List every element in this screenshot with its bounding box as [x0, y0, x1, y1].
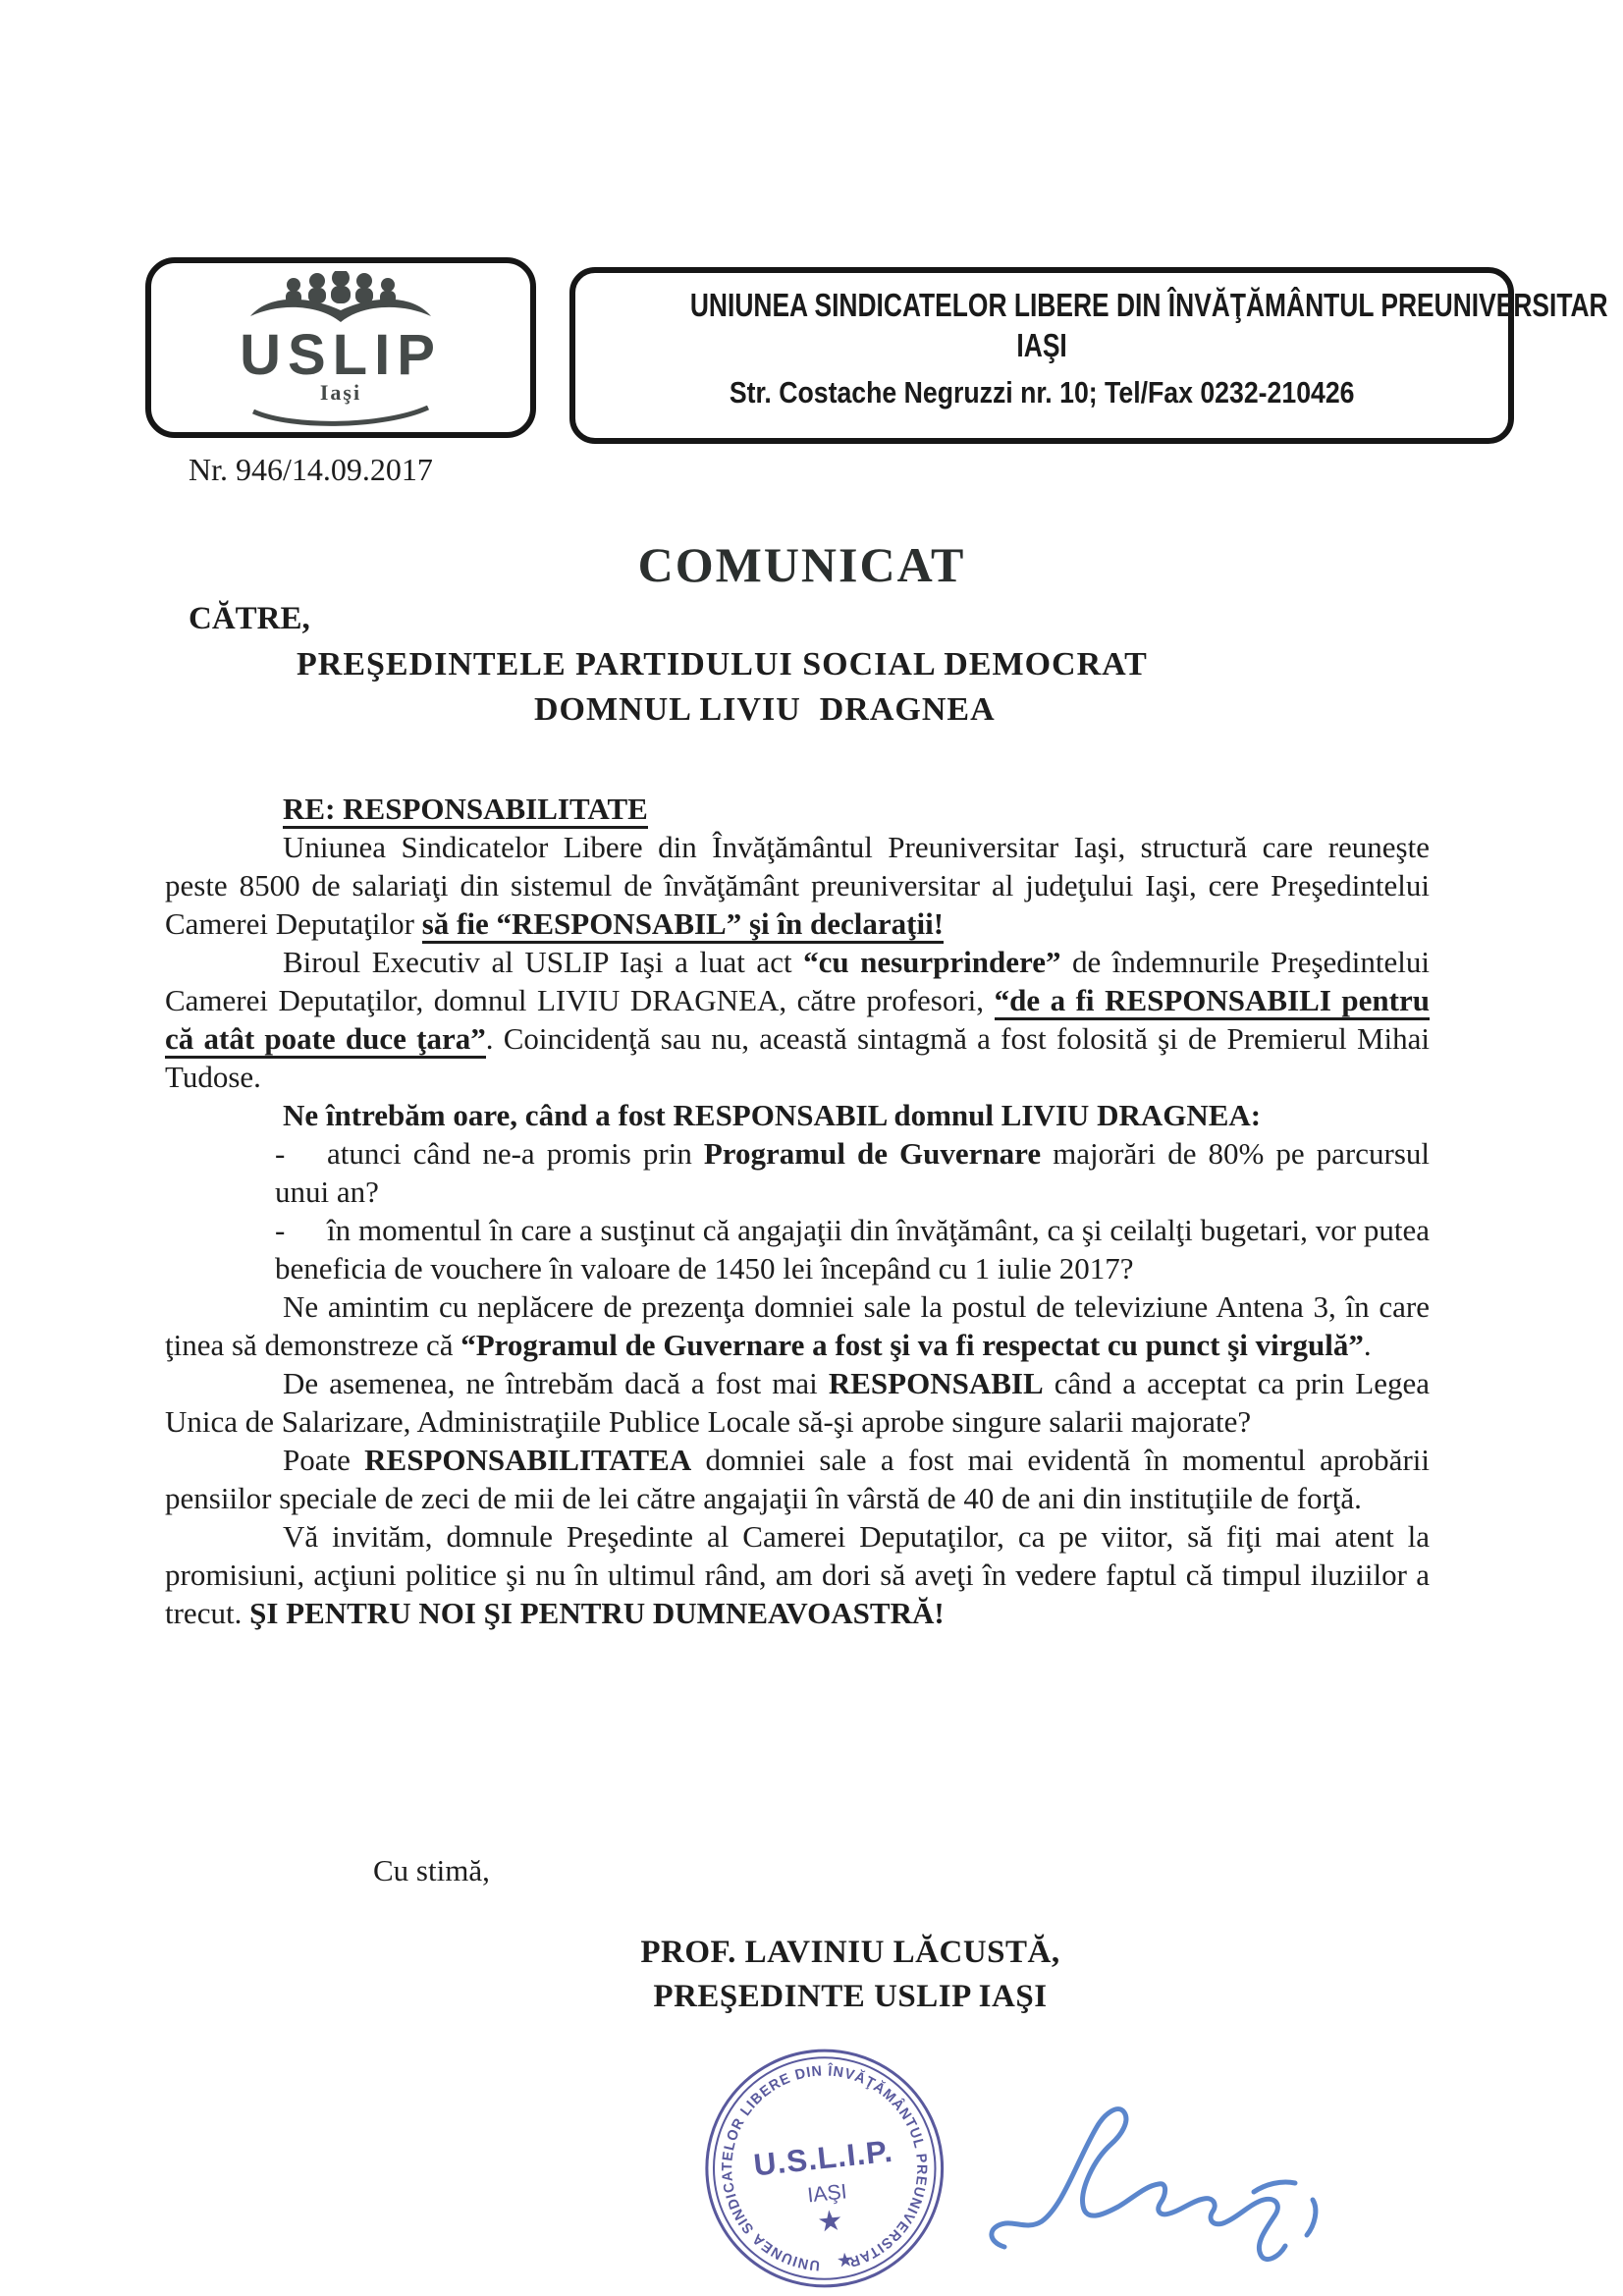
text-segment: ŞI PENTRU NOI ŞI PENTRU DUMNEAVOASTRĂ! [249, 1596, 945, 1630]
text-segment: Programul de Guvernare [703, 1136, 1042, 1171]
closing-salutation: Cu stimă, [373, 1853, 490, 1887]
text-segment: Poate [283, 1443, 365, 1477]
org-name-line1: UNIUNEA SINDICATELOR LIBERE DIN ÎNVĂŢĂMÂNTUL PREUNIVERSITAR [689, 287, 1608, 323]
org-name-line2: IAŞI [1016, 327, 1067, 363]
stamp-acronym: U.S.L.I.P. [751, 2133, 895, 2183]
text-segment: majorări de 80% pe parcursul unui an? [275, 1136, 1431, 1209]
text-segment: atunci când ne-a promis prin [327, 1136, 704, 1171]
uslip-logo-box [145, 257, 536, 438]
paragraph [165, 828, 1430, 943]
bullet-item [275, 1134, 1430, 1211]
text-segment: . Coincidenţă sau nu, această sintagmă a fost folosită şi de Premierul Mihai Tudose. [165, 1021, 1431, 1094]
document-title: COMUNICAT [637, 537, 966, 592]
bullet-marker: - [275, 1213, 286, 1247]
text-segment: “Programul de Guvernare a fost şi va fi respectat cu punct şi virgulă” [460, 1328, 1364, 1362]
text-segment: Ne amintim cu neplăcere de prezenţa domniei sale la postul de televiziune Antena 3, în care ţinea să demonstreze că [165, 1289, 1430, 1362]
bullet-item [275, 1211, 1430, 1287]
recipient-line1: PREŞEDINTELE PARTIDULUI SOCIAL DEMOCRAT [297, 646, 1148, 683]
text-segment: “cu nesurprindere” [803, 945, 1061, 979]
text-segment: de îndemnurile Preşedintelui Camerei Deputaţilor, domnul LIVIU DRAGNEA, către profesori, [165, 945, 1430, 1017]
text-segment: De asemenea, ne întrebăm dacă a fost mai [283, 1366, 829, 1400]
bullet-marker: - [275, 1136, 286, 1171]
text-segment: “de a fi RESPONSABILI pentru că atât poate duce ţara” [165, 983, 1430, 1059]
paragraph [165, 1517, 1430, 1632]
signatory-block [556, 1931, 1145, 2019]
signatory-name: PROF. LAVINIU LĂCUSTĂ, [640, 1935, 1060, 1970]
text-segment: RESPONSABIL [828, 1366, 1044, 1400]
text-segment: Ne întrebăm oare, când a fost RESPONSABIL domnul LIVIU DRAGNEA: [283, 1098, 1262, 1132]
stamp-city: IAŞI [806, 2179, 848, 2208]
text-segment: RE: RESPONSABILITATE [283, 792, 648, 829]
recipient-to-label: CĂTRE, [189, 601, 310, 636]
org-address-line: Str. Costache Negruzzi nr. 10; Tel/Fax 0232-210426 [729, 375, 1355, 410]
text-segment: domniei sale a fost mai evidentă în momentul aprobării pensiilor speciale de zeci de mii de lei către angajaţii în vârstă de 40 de ani din instituţiile de forţă. [165, 1443, 1430, 1515]
stamp-ring-text: UNIUNEA SINDICATELOR LIBERE DIN ÎNVĂŢĂMÂNTUL PREUNIVERSITAR [720, 2063, 930, 2273]
text-segment: să fie “RESPONSABIL” şi în declaraţii! [422, 906, 944, 944]
text-segment: în momentul în care a susţinut că angajaţii din învăţământ, ca şi ceilalţi bugetari, vor putea beneficia de vouchere în valoare de 1450 lei începând cu 1 iulie 2017? [275, 1213, 1430, 1285]
paragraph [165, 1096, 1430, 1134]
stamp-star-icon [818, 2208, 853, 2269]
letter-body [165, 790, 1430, 1632]
handwritten-signature [967, 2082, 1360, 2293]
open-book-swoosh-icon [247, 406, 434, 436]
paragraph [165, 1364, 1430, 1441]
logo-acronym: USLIP [240, 323, 442, 387]
text-segment: RESPONSABILITATEA [364, 1443, 692, 1477]
text-segment: Biroul Executiv al USLIP Iaşi a luat act [283, 945, 804, 979]
paragraph [165, 790, 1430, 828]
text-segment: când a acceptat ca prin Legea Unica de Salarizare, Administraţiile Publice Locale să-şi aprobe singure salarii majorate? [165, 1366, 1430, 1439]
text-segment: Vă invităm, domnule Preşedinte al Camerei Deputaţilor, ca pe viitor, să fiţi mai atent la promisiuni, acţiuni politice şi nu în ultimul rând, am dori să aveţi în vedere faptul că timpul iluziilor a trecut. [165, 1519, 1430, 1630]
recipient-line2: DOMNUL LIVIU DRAGNEA [534, 691, 996, 728]
logo-city: Iaşi [319, 380, 362, 405]
org-name-box [569, 267, 1608, 444]
paragraph [165, 1441, 1430, 1517]
signatory-title: PREŞEDINTE USLIP IAŞI [653, 1979, 1048, 2014]
paragraph [165, 1287, 1430, 1364]
text-segment: . [1363, 1328, 1372, 1362]
document-number: Nr. 946/14.09.2017 [189, 452, 433, 487]
round-stamp [686, 2028, 963, 2296]
text-segment: Uniunea Sindicatelor Libere din Învăţământul Preuniversitar Iaşi, structură care reuneşte peste 8500 de salariaţi din sistemul de învăţământ preuniversitar al judeţului Iaşi, cere Preşedintelui Camerei Deputaţilor [165, 830, 1430, 941]
paragraph [165, 943, 1430, 1096]
